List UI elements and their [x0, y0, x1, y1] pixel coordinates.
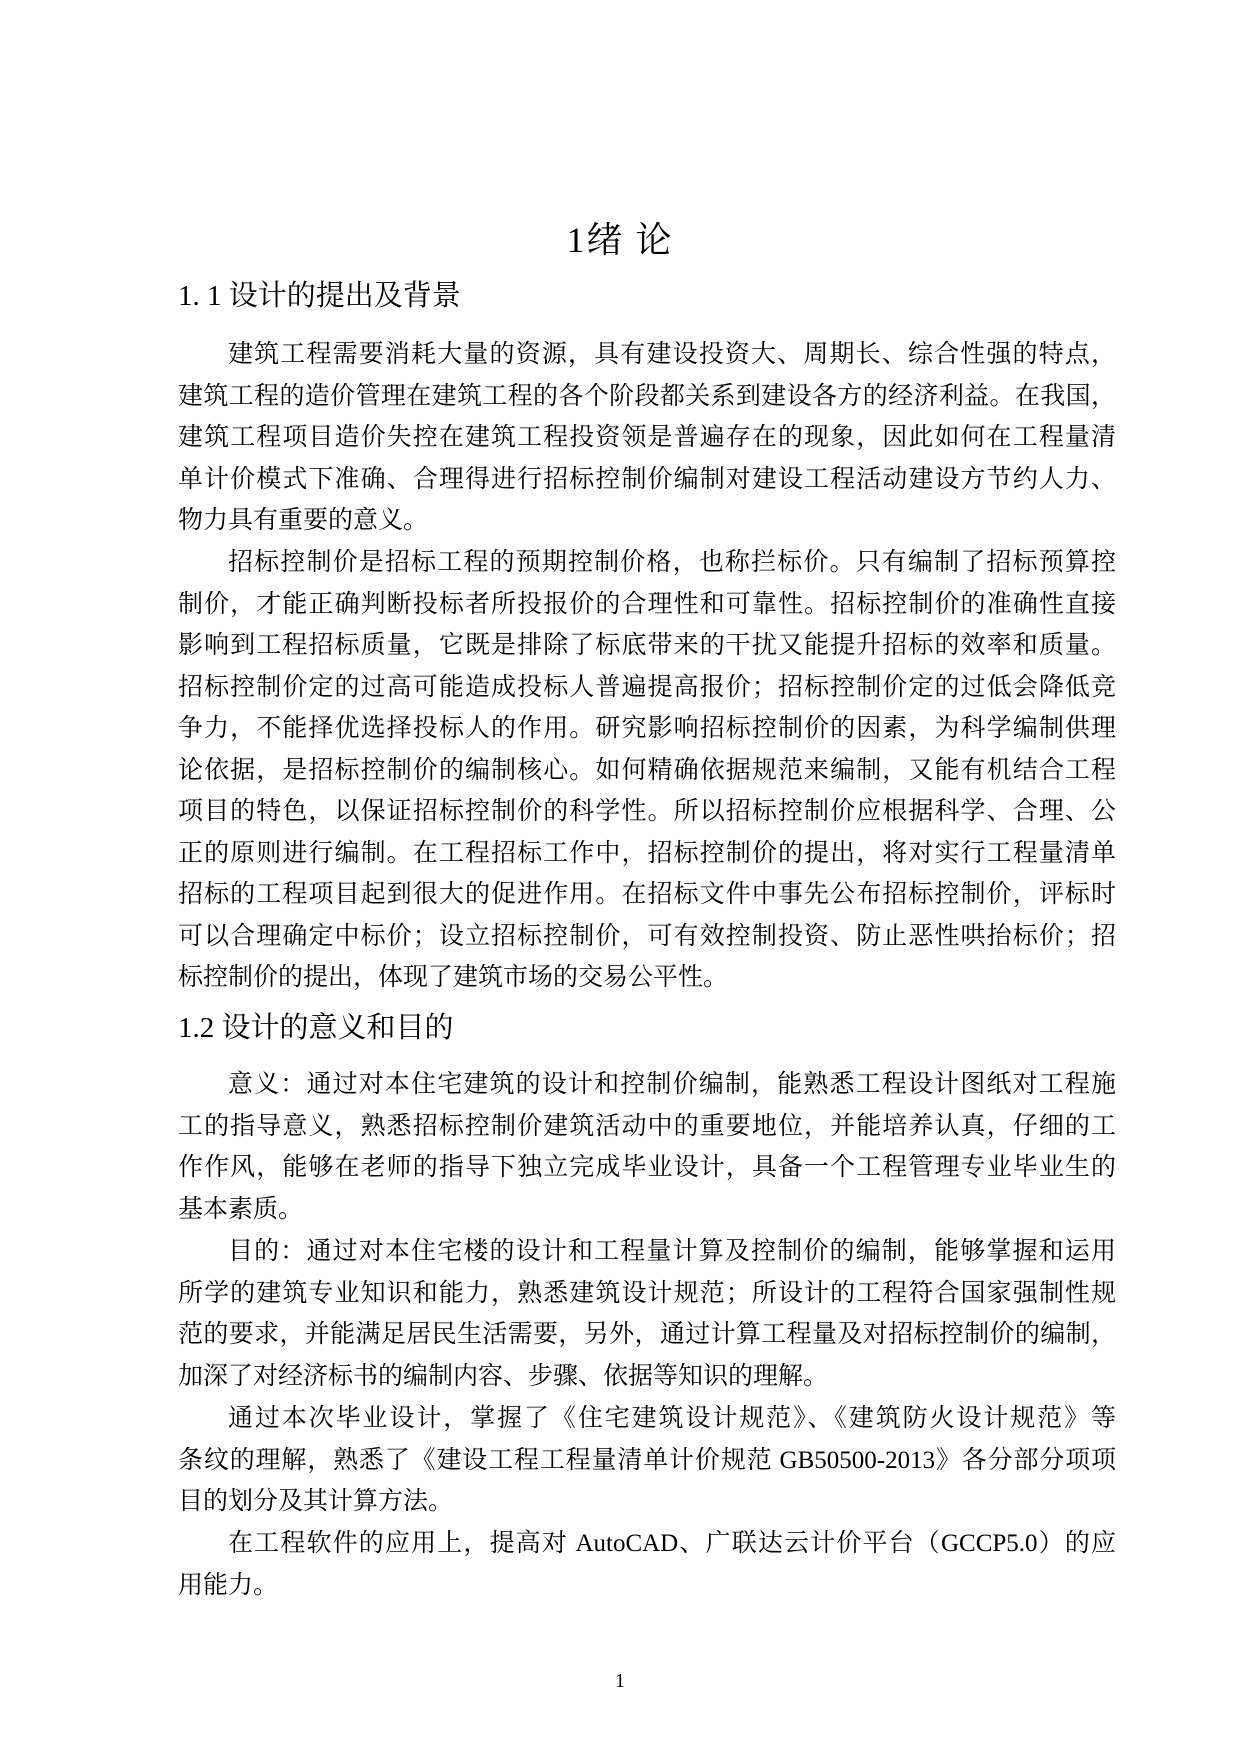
- chapter-title: 1绪 论: [566, 220, 674, 260]
- text-line: 可以合理确定中标价；设立招标控制价，可有效控制投资、防止恶性哄抬标价；招: [178, 922, 1116, 950]
- paragraph: [178, 334, 1116, 542]
- section-heading-1-1: 1. 1 设计的提出及背景: [178, 280, 461, 312]
- text-line: 目的：通过对本住宅楼的设计和工程量计算及控制价的编制，能够掌握和运用: [228, 1238, 1116, 1265]
- paragraph: [178, 1231, 1116, 1397]
- text-line: 正的原则进行编制。在工程招标工作中，招标控制价的提出，将对实行工程量清单: [178, 839, 1116, 867]
- text-line: 建筑工程需要消耗大量的资源，具有建设投资大、周期长、综合性强的特点，: [228, 341, 1116, 368]
- paragraph: [178, 1064, 1116, 1230]
- section-heading-1-2: 1.2 设计的意义和目的: [178, 1012, 454, 1044]
- text-line: 建筑工程项目造价失控在建筑工程投资领是普遍存在的现象，因此如何在工程量清: [178, 424, 1116, 451]
- text-line: 工的指导意义，熟悉招标控制价建筑活动中的重要地位，并能培养认真，仔细的工: [178, 1112, 1116, 1140]
- text-line: 项目的特色，以保证招标控制价的科学性。所以招标控制价应根据科学、合理、公: [178, 798, 1116, 825]
- text-line: 意义：通过对本住宅建筑的设计和控制价编制，能熟悉工程设计图纸对工程施: [228, 1071, 1116, 1098]
- text-line: 作作风，能够在老师的指导下独立完成毕业设计，具备一个工程管理专业毕业生的: [178, 1154, 1116, 1181]
- text-line: 招标控制价定的过高可能造成投标人普遍提高报价；招标控制价定的过低会降低竞: [178, 673, 1116, 701]
- paragraph: [178, 1398, 1116, 1523]
- page-number: 1: [615, 1670, 625, 1692]
- text-line: 单计价模式下准确、合理得进行招标控制价编制对建设工程活动建设方节约人力、: [178, 465, 1116, 493]
- text-line: 招标的工程项目起到很大的促进作用。在招标文件中事先公布招标控制价，评标时: [178, 881, 1116, 908]
- text-line: 物力具有重要的意义。: [178, 507, 429, 534]
- text-line: 影响到工程招标质量，它既是排除了标底带来的干扰又能提升招标的效率和质量。: [178, 632, 1116, 659]
- text-line: 加深了对经济标书的编制内容、步骤、依据等知识的理解。: [178, 1362, 829, 1390]
- text-line: 条纹的理解，熟悉了《建设工程工程量清单计价规范 GB50500-2013》各分部分项项: [178, 1446, 1116, 1474]
- paragraph: [178, 542, 1116, 999]
- text-line: 争力，不能择优选择投标人的作用。研究影响招标控制价的因素，为科学编制供理: [178, 715, 1116, 742]
- text-line: 制价，才能正确判断投标者所投报价的合理性和可靠性。招标控制价的准确性直接: [178, 590, 1116, 618]
- text-line: 建筑工程的造价管理在建筑工程的各个阶段都关系到建设各方的经济利益。在我国，: [178, 382, 1116, 410]
- text-line: 范的要求，并能满足居民生活需要，另外，通过计算工程量及对招标控制价的编制，: [178, 1321, 1116, 1348]
- text-line: 所学的建筑专业知识和能力，熟悉建筑设计规范；所设计的工程符合国家强制性规: [178, 1279, 1116, 1307]
- text-line: 目的划分及其计算方法。: [178, 1488, 454, 1515]
- text-line: 招标控制价是招标工程的预期控制价格，也称拦标价。只有编制了招标预算控: [228, 549, 1116, 576]
- text-line: 标控制价的提出，体现了建筑市场的交易公平性。: [178, 964, 729, 991]
- text-line: 通过本次毕业设计，掌握了《住宅建筑设计规范》、《建筑防火设计规范》等: [228, 1405, 1116, 1432]
- paragraph: [178, 1523, 1116, 1606]
- text-line: 在工程软件的应用上，提高对 AutoCAD、广联达云计价平台（GCCP5.0）的应: [228, 1530, 1116, 1557]
- text-line: 基本素质。: [178, 1195, 304, 1223]
- text-line: 用能力。: [178, 1571, 279, 1599]
- text-line: 论依据，是招标控制价的编制核心。如何精确依据规范来编制，又能有机结合工程: [178, 756, 1116, 784]
